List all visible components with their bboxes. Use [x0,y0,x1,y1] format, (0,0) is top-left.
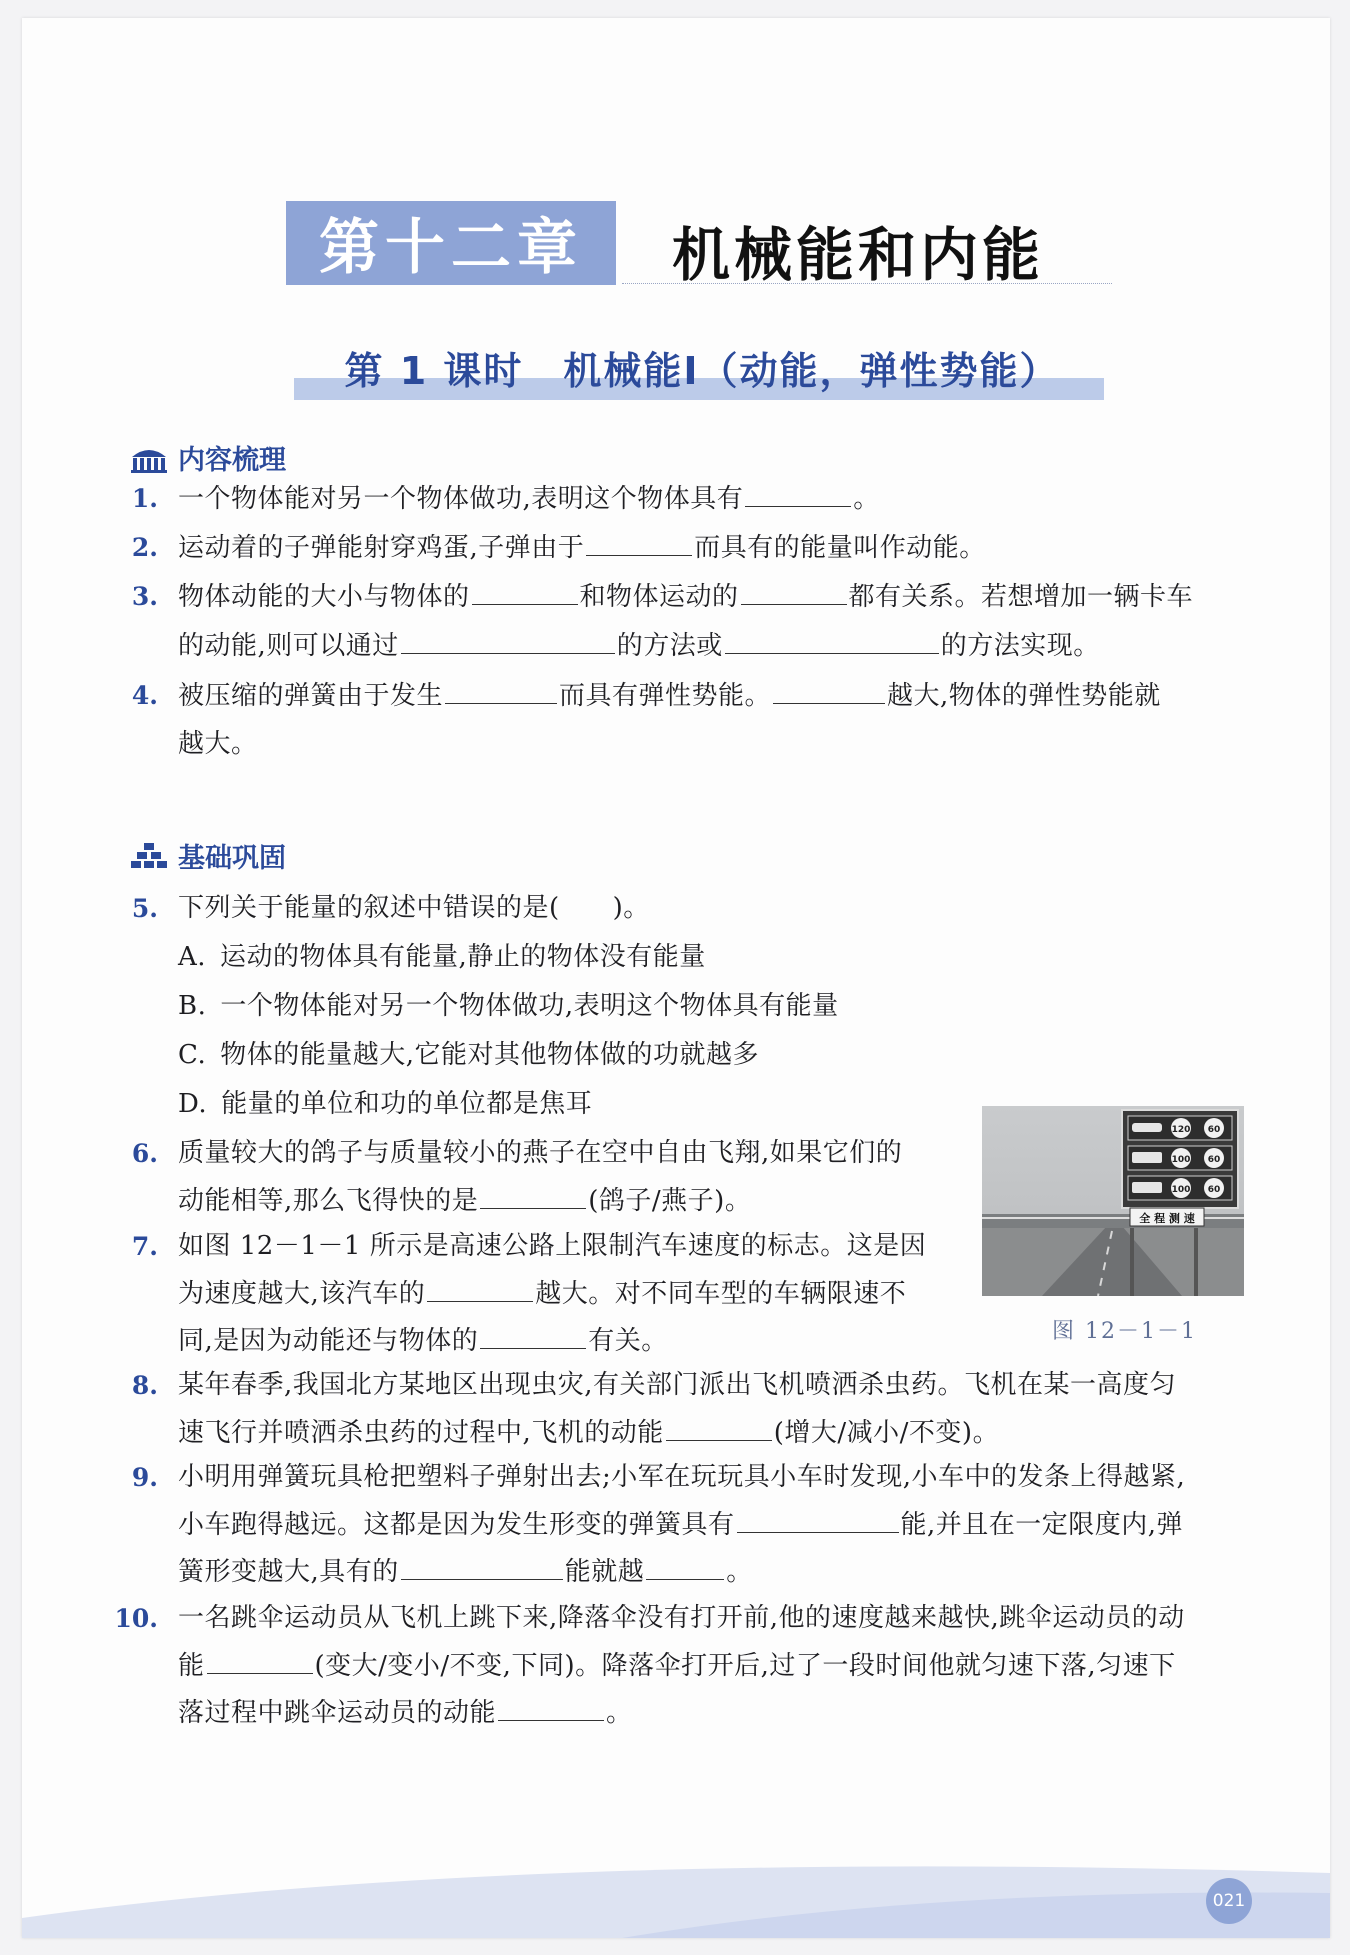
question-number: 3. [131,582,158,611]
question-text: 速飞行并喷洒杀虫药的过程中,飞机的动能 [178,1418,664,1448]
speed-limit-value: 60 [1207,1185,1221,1195]
question-number: 6. [131,1139,158,1168]
answer-blank[interactable] [445,677,557,704]
question-text: 一个物体能对另一个物体做功,表明这个物体具有 [178,484,744,514]
question-text: 为速度越大,该汽车的 [178,1279,426,1309]
speed-limit-sign-image [982,1106,1244,1296]
question-text: 的方法实现。 [940,631,1100,661]
question-3-line-2 [178,627,1100,664]
question-text: 。 [853,484,880,514]
question-7-line-3 [178,1322,668,1359]
question-number: 7. [131,1232,158,1261]
answer-blank[interactable] [773,677,885,704]
answer-blank[interactable] [586,529,692,556]
question-text: 。 [726,1557,753,1587]
question-4-line-2: 越大。 [178,729,258,759]
footer-wave-decoration [22,1818,1330,1938]
question-9-line-3 [178,1553,753,1590]
answer-blank[interactable] [472,578,578,605]
speed-limit-value: 120 [1171,1125,1191,1135]
answer-blank[interactable] [207,1647,313,1674]
question-number: 4. [131,681,158,710]
question-number: 9. [131,1463,158,1492]
option-letter: A. [178,942,207,972]
question-2 [178,529,986,566]
option-letter: B. [178,991,207,1021]
option-letter: C. [178,1040,207,1070]
question-text: 越大。对不同车型的车辆限速不 [535,1279,907,1309]
workbook-page [22,18,1330,1938]
option-text: 物体的能量越大,它能对其他物体做的功就越多 [220,1040,759,1070]
question-6-line-2 [178,1182,751,1219]
option-a[interactable] [178,939,706,975]
question-3-line-1 [178,578,1193,615]
question-text: 有关。 [588,1326,668,1356]
question-10-line-1: 一名跳伞运动员从飞机上跳下来,降落伞没有打开前,他的速度越来越快,跳伞运动员的动 [178,1603,1185,1633]
question-7-line-2 [178,1275,906,1312]
answer-blank[interactable] [741,578,847,605]
speed-limit-value: 60 [1207,1125,1221,1135]
option-text: 运动的物体具有能量,静止的物体没有能量 [220,942,706,972]
question-number: 5. [131,894,158,923]
question-4-line-1 [178,677,1161,714]
chapter-underline [622,283,1112,284]
question-9-line-2 [178,1506,1183,1543]
question-text: 。 [606,1698,633,1728]
question-text: (鸽子/燕子)。 [588,1186,752,1216]
speed-limit-value: 100 [1171,1185,1191,1195]
question-text: 物体动能的大小与物体的 [178,582,470,612]
sign-text: 全 程 测 速 [1139,1212,1195,1225]
question-7-line-1: 如图 12－1－1 所示是高速公路上限制汽车速度的标志。这是因 [178,1231,927,1261]
question-10-line-3 [178,1694,633,1731]
answer-blank[interactable] [427,1275,533,1302]
speed-limit-sign-photo [982,1106,1244,1296]
option-text: 能量的单位和功的单位都是焦耳 [221,1089,593,1119]
question-text: 能就越 [564,1557,645,1587]
lesson-title: 第 1 课时 机械能Ⅰ（动能，弹性势能） [344,349,1060,393]
speed-limit-value: 60 [1207,1155,1221,1165]
question-8-line-2 [178,1414,999,1451]
chapter-label: 第十二章 [286,201,616,285]
question-number: 8. [131,1371,158,1400]
question-text: 和物体运动的 [579,582,739,612]
option-c[interactable] [178,1037,759,1073]
option-text: 一个物体能对另一个物体做功,表明这个物体具有能量 [220,991,839,1021]
question-text: (增大/减小/不变)。 [773,1418,1000,1448]
option-letter: D. [178,1089,208,1119]
question-number: 2. [131,533,158,562]
question-number: 10. [114,1604,158,1633]
question-text: 而具有的能量叫作动能。 [694,533,986,563]
answer-blank[interactable] [646,1553,724,1580]
question-text: 越大,物体的弹性势能就 [887,681,1161,711]
figure-caption: 图 12－1－1 [1052,1319,1197,1344]
answer-blank[interactable] [737,1506,899,1533]
answer-blank[interactable] [498,1694,604,1721]
option-d[interactable] [178,1086,592,1122]
question-text: 运动着的子弹能射穿鸡蛋,子弹由于 [178,533,585,563]
section-label: 基础巩固 [178,843,286,874]
question-10-line-2 [178,1647,1176,1684]
answer-blank[interactable] [666,1414,772,1441]
question-text: 动能相等,那么飞得快的是 [178,1186,479,1216]
answer-blank[interactable] [401,627,615,654]
question-text: 小车跑得越远。这都是因为发生形变的弹簧具有 [178,1510,735,1540]
question-5-stem: 下列关于能量的叙述中错误的是( )。 [178,893,650,923]
pillars-icon [130,443,168,473]
bricks-icon [130,841,168,871]
question-text: 能 [178,1651,205,1681]
question-text: 的方法或 [616,631,723,661]
question-text: 落过程中跳伞运动员的动能 [178,1698,497,1728]
chapter-title: 机械能和内能 [672,221,1045,289]
page-number-badge: 021 [1206,1878,1252,1924]
question-number: 1. [131,484,158,513]
answer-blank[interactable] [480,1322,586,1349]
question-text: 而具有弹性势能。 [559,681,772,711]
question-text: 簧形变越大,具有的 [178,1557,399,1587]
question-8-line-1: 某年春季,我国北方某地区出现虫灾,有关部门派出飞机喷洒杀虫药。飞机在某一高度匀 [178,1370,1177,1400]
answer-blank[interactable] [745,480,851,507]
option-b[interactable] [178,988,839,1024]
answer-blank[interactable] [401,1553,563,1580]
section-header-basic-practice [130,836,286,875]
question-1 [178,480,880,517]
question-9-line-1: 小明用弹簧玩具枪把塑料子弹射出去;小军在玩玩具小车时发现,小车中的发条上得越紧, [178,1462,1186,1492]
question-text: 能,并且在一定限度内,弹 [900,1510,1184,1540]
question-text: (变大/变小/不变,下同)。降落伞打开后,过了一段时间他就匀速下落,匀速下 [314,1651,1176,1681]
section-header-content-review [130,438,286,477]
question-text: 被压缩的弹簧由于发生 [178,681,444,711]
answer-blank[interactable] [725,627,939,654]
speed-limit-value: 100 [1171,1155,1191,1165]
question-text: 都有关系。若想增加一辆卡车 [848,582,1194,612]
question-text: 同,是因为动能还与物体的 [178,1326,479,1356]
answer-blank[interactable] [480,1182,586,1209]
question-text: 的动能,则可以通过 [178,631,399,661]
question-6-line-1: 质量较大的鸽子与质量较小的燕子在空中自由飞翔,如果它们的 [178,1138,903,1168]
section-label: 内容梳理 [178,445,286,476]
